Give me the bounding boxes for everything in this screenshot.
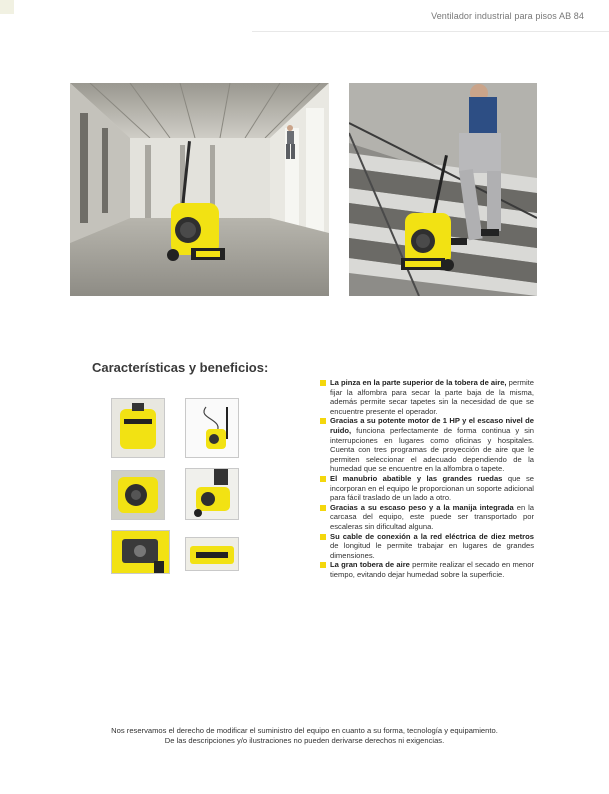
feature-text: en la carcasa del equipo, este puede ser transportado por escaleras sin dificultad alguna. xyxy=(330,502,535,531)
feature-text: permite realizar el secado en menor tiempo, evitando dejar humedad sobre la superficie. xyxy=(330,560,534,579)
header-divider xyxy=(252,31,609,32)
feature-bold-text: La gran tobera de aire xyxy=(330,560,410,570)
bullet-square-icon xyxy=(320,418,326,424)
bullet-square-icon xyxy=(320,380,326,386)
nozzle-clip-detail-thumbnail xyxy=(111,398,165,458)
motor-front-detail-thumbnail xyxy=(111,470,165,520)
feature-item xyxy=(320,503,534,532)
feature-text: funciona perfectamente de forma continua y sin interrupciones en lugares como oficinas y hospitales. Cuenta con tres programas de proyección de aire que le permiten seleccionar el adecuado dependiendo de la humedad que se encuentre en la alfombra o tapete. xyxy=(330,425,534,474)
features-list xyxy=(320,378,534,579)
bullet-square-icon xyxy=(320,534,326,540)
corner-mark xyxy=(0,0,14,14)
machine-with-cable-thumbnail xyxy=(185,398,239,458)
feature-item xyxy=(320,416,534,474)
feature-item xyxy=(320,560,534,579)
footer-disclaimer-line-2: De las descripciones y/o ilustraciones no pueden derivarse derechos ni exigencias. xyxy=(164,736,445,745)
page-header-title: Ventilador industrial para pisos AB 84 xyxy=(431,11,584,21)
switch-panel-detail-thumbnail xyxy=(111,530,170,574)
machine-in-empty-hall-photo xyxy=(70,83,329,296)
feature-text: permite fijar la alfombra para secar la parte baja de la misma, además permite secar tapetes sin la necesidad de que se encuentre presente el operador. xyxy=(330,378,534,416)
feature-text: que se incorporan en el equipo le proporcionan un soporte adicional para fácil traslado de un lado a otro. xyxy=(330,473,534,503)
bullet-square-icon xyxy=(320,476,326,482)
feature-text: de longitud le permite trabajar en lugares de grandes dimensiones. xyxy=(330,541,534,560)
footer-disclaimer-line-1: Nos reservamos el derecho de modificar el suministro del equipo en cuanto a su forma, tecnología y equipamiento. xyxy=(111,726,498,735)
air-nozzle-detail-thumbnail xyxy=(185,537,239,571)
handle-and-wheels-detail-thumbnail xyxy=(185,468,239,520)
feature-bold-text: Su cable de conexión a la red eléctrica de diez metros xyxy=(330,531,534,541)
bullet-square-icon xyxy=(320,505,326,511)
section-heading: Características y beneficios: xyxy=(92,360,269,375)
feature-bold-text: Gracias a su escaso peso y a la manija integrada xyxy=(330,502,514,512)
feature-bold-text: Gracias a su potente motor de 1 HP y el escaso nivel de ruido, xyxy=(330,416,534,435)
feature-bold-text: La pinza en la parte superior de la tobera de aire, xyxy=(330,378,507,387)
feature-item xyxy=(320,378,534,416)
feature-item xyxy=(320,474,534,503)
feature-bold-text: El manubrio abatible y las grandes ruedas xyxy=(330,473,503,483)
feature-item xyxy=(320,532,534,561)
machine-carried-down-stairs-photo xyxy=(349,83,537,296)
bullet-square-icon xyxy=(320,562,326,568)
